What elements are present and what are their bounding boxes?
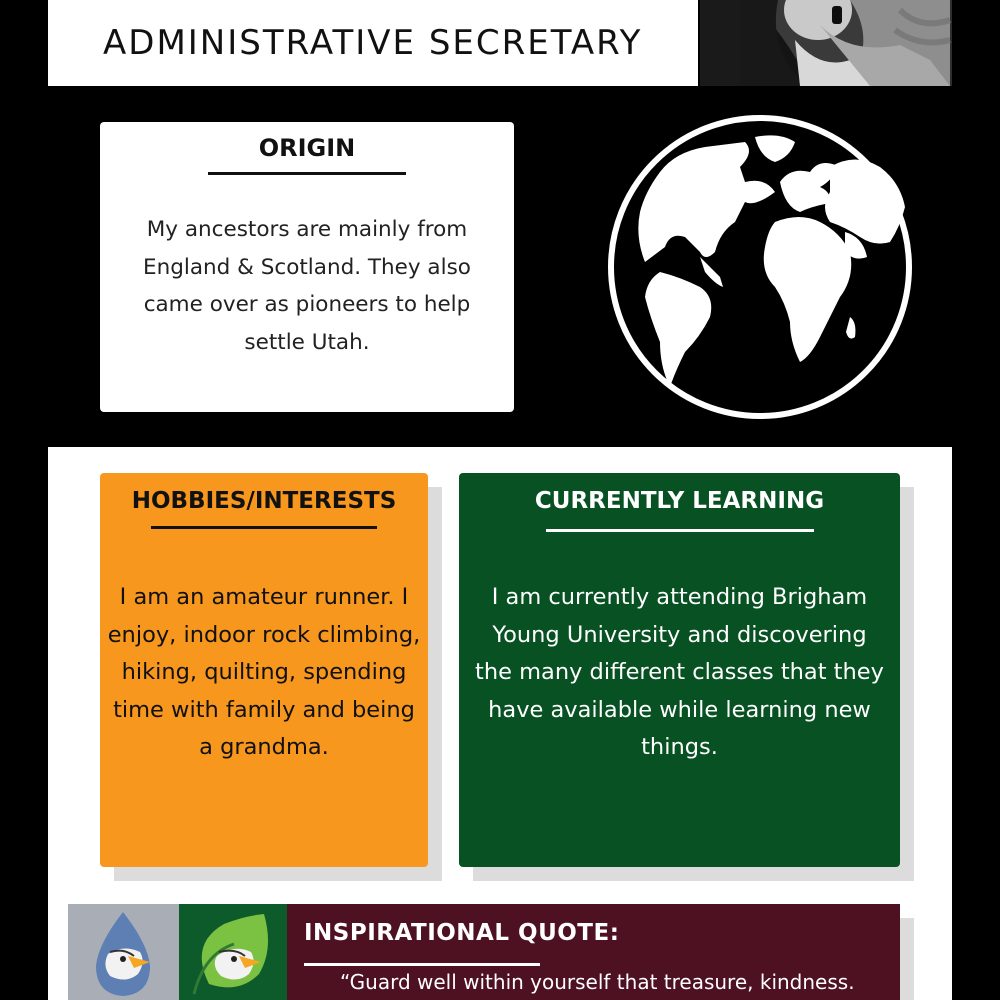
quote-underline xyxy=(304,963,540,966)
eagle-logo-blue-icon xyxy=(68,904,179,1000)
quote-card xyxy=(287,904,900,1000)
profile-photo-image xyxy=(700,0,952,86)
quote-heading: INSPIRATIONAL QUOTE: xyxy=(304,920,620,946)
hobbies-card xyxy=(100,473,428,867)
hobbies-underline xyxy=(151,526,377,529)
hobbies-heading: HOBBIES/INTERESTS xyxy=(131,488,397,514)
learning-heading: CURRENTLY LEARNING xyxy=(534,488,825,514)
origin-body: My ancestors are mainly from England & Scotland. They also came over as pioneers to help settle Utah. xyxy=(143,217,471,355)
title-banner xyxy=(48,0,698,86)
eagle-logo-green-icon xyxy=(179,904,290,1000)
hobbies-body: I am an amateur runner. I enjoy, indoor rock climbing, hiking, quilting, spending time with family and being a grandma. xyxy=(107,584,421,760)
origin-card xyxy=(100,122,514,412)
globe-icon xyxy=(605,112,915,422)
page-title: ADMINISTRATIVE SECRETARY xyxy=(103,23,643,63)
origin-heading: ORIGIN xyxy=(258,134,356,162)
learning-underline xyxy=(546,529,814,532)
learning-body: I am currently attending Brigham Young University and discovering the many different classes that they have available while learning new things. xyxy=(475,584,884,760)
quote-text: “Guard well within yourself that treasure, kindness. xyxy=(340,970,855,994)
profile-photo xyxy=(700,0,952,86)
origin-underline xyxy=(208,172,406,175)
learning-card xyxy=(459,473,900,867)
